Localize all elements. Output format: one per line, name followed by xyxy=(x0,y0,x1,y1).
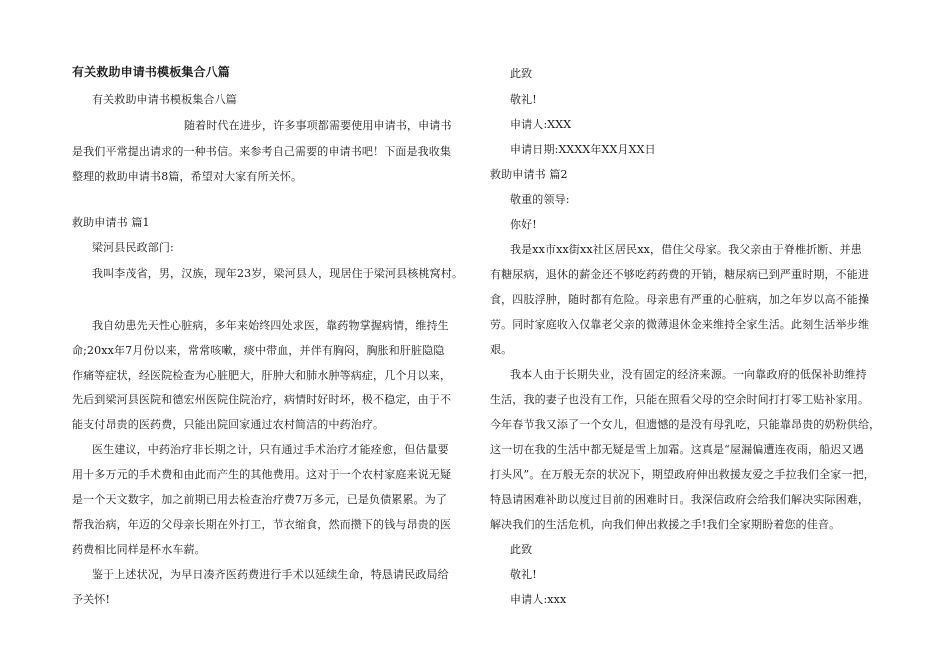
paragraph-line: 药费相比同样是杯水车薪。 xyxy=(72,543,206,556)
closing-line: 此致 xyxy=(510,67,533,80)
paragraph-line: 能支付昂贵的医药费，只能出院回家通过农村简洁的中药治疗。 xyxy=(72,418,385,431)
paragraph-line: 帮我治病，年迈的父母亲长期在外打工，节衣缩食，然而攒下的钱与昂贵的医 xyxy=(72,518,452,531)
paragraph-line: 我是xx市xx街xx社区居民xx，借住父母家。我父亲由于脊椎折断、并患 xyxy=(510,243,862,256)
paragraph-line: 有糖尿病，退休的薪金还不够吃药药费的开销，糖尿病已到严重时期，不能进 xyxy=(490,268,870,281)
paragraph-line: 整理的救助申请书8篇，希望对大家有所关怀。 xyxy=(72,170,303,183)
closing-line: 此致 xyxy=(510,543,533,556)
section-heading: 救助申请书 篇1 xyxy=(72,216,150,229)
applicant-line: 申请人:xxx xyxy=(510,593,567,606)
paragraph-line: 食，四肢浮肿，随时都有危险。母亲患有严重的心脏病，加之年岁以高不能操 xyxy=(490,293,870,306)
paragraph-line: 是我们平常提出请求的一种书信。来参考自己需要的申请书吧！下面是我收集 xyxy=(72,145,452,158)
greeting: 你好! xyxy=(510,218,537,231)
paragraph-line: 特恳请困难补助以度过目前的困难时日。我深信政府会给我们解决实际困难， xyxy=(490,493,870,506)
paragraph-line: 医生建议，中药治疗非长期之计，只有通过手术治疗才能痊愈，但估量要 xyxy=(92,443,449,456)
closing-line: 敬礼! xyxy=(510,568,537,581)
paragraph-line: 艰。 xyxy=(490,343,513,356)
section-heading: 救助申请书 篇2 xyxy=(490,168,568,181)
paragraph-line: 随着时代在进步，许多事项都需要使用申请书，申请书 xyxy=(184,119,452,132)
paragraph-line: 我叫李茂省，男，汉族，现年23岁，梁河县人，现居住于梁河县核桃窝村。 xyxy=(92,267,464,280)
paragraph-line: 命;20xx年7月份以来，常常咳嗽，痰中带血，并伴有胸闷，胸胀和肝脏隐隐 xyxy=(72,344,445,357)
closing-line: 敬礼! xyxy=(510,93,537,106)
salutation: 敬重的领导: xyxy=(510,193,570,206)
paragraph-line: 劳。同时家庭收入仅靠老父亲的微薄退休金来维持全家生活。此刻生活举步维 xyxy=(490,318,870,331)
paragraph-line: 打头风”。在万般无奈的状况下，期望政府伸出救援友爱之手拉我们全家一把， xyxy=(490,468,875,481)
paragraph-line: 予关怀! xyxy=(72,593,111,606)
paragraph-line: 鉴于上述状况，为早日凑齐医药费进行手术以延续生命，特恳请民政局给 xyxy=(92,568,449,581)
paragraph-line: 生活，我的妻子也没有工作，只能在照看父母的空余时间打打零工贴补家用。 xyxy=(490,393,870,406)
paragraph-line: 解决我们的生活危机，向我们伸出救援之手!我们全家期盼着您的佳音。 xyxy=(490,518,841,531)
application-date: 申请日期:XXXX年XX月XX日 xyxy=(510,143,656,156)
paragraph-line: 是一个天文数字，加之前期已用去检查治疗费7万多元，已是负债累累。为了 xyxy=(72,493,448,506)
paragraph-line: 先后到梁河县医院和德宏州医院住院治疗，病情时好时坏，极不稳定，由于不 xyxy=(72,393,452,406)
paragraph-line: 作痛等症状，经医院检查为心脏肥大，肝肿大和肺水肿等病症，几个月以来， xyxy=(72,369,452,382)
paragraph-line: 用十多万元的手术费和由此而产生的其他费用。这对于一个农村家庭来说无疑 xyxy=(72,468,452,481)
subtitle: 有关救助申请书模板集合八篇 xyxy=(92,93,237,106)
document-title: 有关救助申请书模板集合八篇 xyxy=(72,65,230,79)
paragraph-line: 我自幼患先天性心脏病，多年来始终四处求医，靠药物掌握病情，维持生 xyxy=(92,319,449,332)
applicant-line: 申请人:XXX xyxy=(510,118,572,131)
paragraph-line: 这一切在我的生活中都无疑是雪上加霜。这真是“屋漏偏遭连夜雨，船迟又遇 xyxy=(490,443,864,456)
salutation: 梁河县民政部门: xyxy=(92,241,174,254)
paragraph-line: 我本人由于长期失业，没有固定的经济来源。一向靠政府的低保补助维持 xyxy=(510,368,867,381)
paragraph-line: 今年春节我又添了一个女儿，但遗憾的是没有母乳吃，只能靠昂贵的奶粉供给， xyxy=(490,418,881,431)
